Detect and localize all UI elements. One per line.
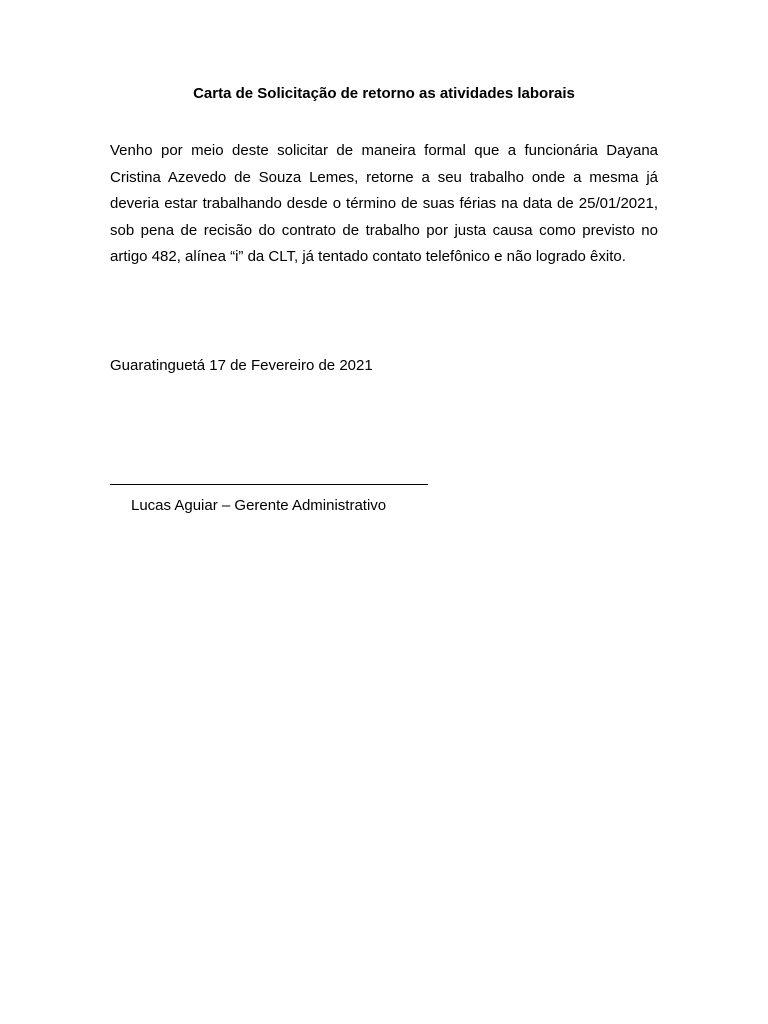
place-date: Guaratinguetá 17 de Fevereiro de 2021 bbox=[110, 357, 373, 374]
signer-name: Lucas Aguiar – Gerente Administrativo bbox=[131, 497, 387, 514]
letter-body: Venho por meio deste solicitar de maneira formal que a funcionária Dayana Cristina Azevedo de Souza Lemes, retorne a seu trabalho onde a mesma já deveria estar trabalhando desde o término de suas férias na data de 25/01/2021, sob pena de recisão do contrato de trabalho por justa causa como previsto no artigo 482, alínea “i” da CLT, já tentado contato telefônico e não logrado êxito. bbox=[110, 142, 658, 265]
signature-line bbox=[110, 484, 428, 485]
letter-title: Carta de Solicitação de retorno as atividades laborais bbox=[193, 85, 575, 102]
